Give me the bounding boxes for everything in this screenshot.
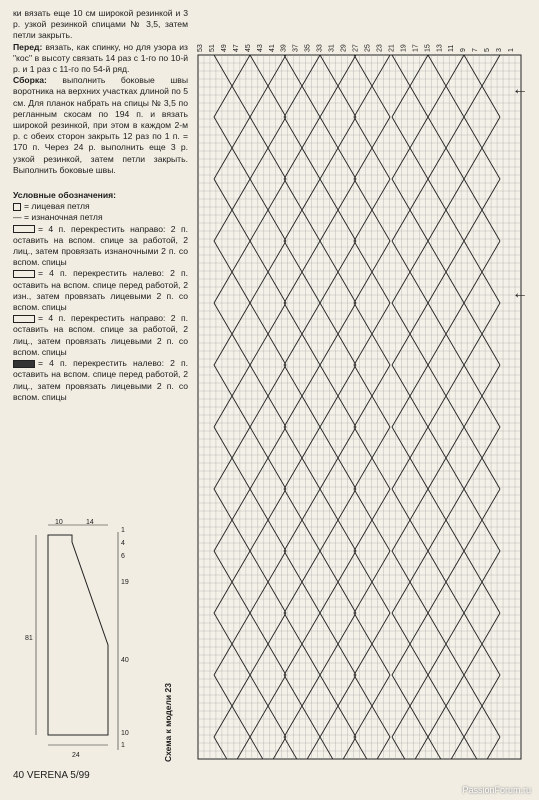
stitch-number: 43 [256, 44, 264, 52]
knitting-chart [197, 0, 521, 800]
dim-label: 1 [121, 527, 125, 534]
schematic-outline [48, 535, 108, 735]
stitch-number: 3 [496, 48, 504, 52]
legend-cross-left-purl: = 4 п. перекрестить налево: 2 п. оставить на вспом. спице перед работой, 2 изн., затем провязать лицевыми 2 п. со вспом. спицы [13, 268, 188, 313]
stitch-number: 25 [364, 44, 372, 52]
stitch-number: 17 [412, 44, 420, 52]
legend-cross-right-purl: = 4 п. перекрестить направо: 2 п. оставить на вспом. спице за работой, 2 лиц., затем провязать изнаночными 2 п. со вспом. спицы [13, 223, 188, 268]
stitch-number: 49 [220, 44, 228, 52]
stitch-number: 1 [508, 48, 516, 52]
dim-label: 6 [121, 553, 125, 560]
legend-cross-left-knit: = 4 п. перекрестить налево: 2 п. оставить на вспом. спице перед работой, 2 лиц., затем провязать лицевыми 2 п. со вспом. спицы [13, 358, 188, 402]
chart-title: Схема к модели 23 [163, 683, 173, 762]
garment-schematic [36, 525, 118, 750]
stitch-number: 5 [484, 48, 492, 52]
stitch-number: 35 [304, 44, 312, 52]
stitch-number: 47 [232, 44, 240, 52]
stitch-number: 37 [292, 44, 300, 52]
stitch-number: 27 [352, 44, 360, 52]
row-marker-arrow-icon: ← [512, 81, 528, 98]
legend-cross-right-knit: = 4 п. перекрестить направо: 2 п. оставить на вспом. спице за работой, 2 лиц., затем провязать лицевыми 2 п. со вспом. спицы [13, 313, 188, 357]
stitch-number: 11 [448, 44, 456, 52]
paragraph-front: Перед: вязать, как спинку, но для узора из "кос" в высоту связать 14 раз с 1-го по 10-й р. и 1 раз с 11-го по 54-й ряд. [13, 41, 188, 75]
cable-line [284, 0, 320, 55]
stitch-number: 19 [400, 44, 408, 52]
watermark: PassionForum.ru [462, 785, 531, 795]
stitch-number: 45 [244, 44, 252, 52]
page-number: 40 VERENA 5/99 [13, 770, 90, 781]
dim-label: 24 [72, 752, 80, 759]
stitch-number: 51 [208, 44, 216, 52]
legend-knit: = лицевая петля [13, 201, 188, 212]
stitch-number: 41 [268, 44, 276, 52]
stitch-number: 33 [316, 44, 324, 52]
dim-label: 10 [55, 519, 63, 526]
dim-label: 4 [121, 540, 125, 547]
dim-label: 40 [121, 657, 129, 664]
dim-label: 1 [121, 742, 125, 749]
cable-line [428, 0, 464, 55]
dim-label: 14 [86, 519, 94, 526]
stitch-number: 21 [388, 44, 396, 52]
legend-purl: — = изнаночная петля [13, 212, 103, 223]
stitch-number: 13 [436, 44, 444, 52]
stitch-number: 15 [424, 44, 432, 52]
stitch-number: 9 [460, 48, 468, 52]
dim-label: 81 [25, 635, 33, 642]
stitch-number: 39 [280, 44, 288, 52]
stitch-number: 7 [472, 48, 480, 52]
dim-label: 19 [121, 579, 129, 586]
stitch-number: 29 [340, 44, 348, 52]
paragraph-finish: ки вязать еще 10 см широкой резинкой и 3 р. узкой резинкой спицами № 3,5, затем петли закрыть. [13, 8, 188, 41]
legend-title: Условные обозначения: [13, 190, 116, 201]
stitch-number: 23 [376, 44, 384, 52]
stitch-number: 31 [328, 44, 336, 52]
paragraph-assembly: Сборка: выполнить боковые швы воротника на верхних участках длиной по 5 см. Для планок набрать на спицы № 3,5 по регланным скосам по 194 п. и вязать широкой резинкой, при этом в каждом 2-м р. с обеих сторон закрыть 12 раз по 1 п. = 170 п. Через 24 р. выполнить еще 3 р. узкой резинкой, затем петли закрыть. Выполнить боковые швы. [13, 75, 188, 175]
stitch-numbers [197, 44, 515, 52]
dim-label: 10 [121, 730, 129, 737]
stitch-number: 53 [197, 44, 204, 52]
row-marker-arrow-icon: ← [512, 285, 528, 302]
